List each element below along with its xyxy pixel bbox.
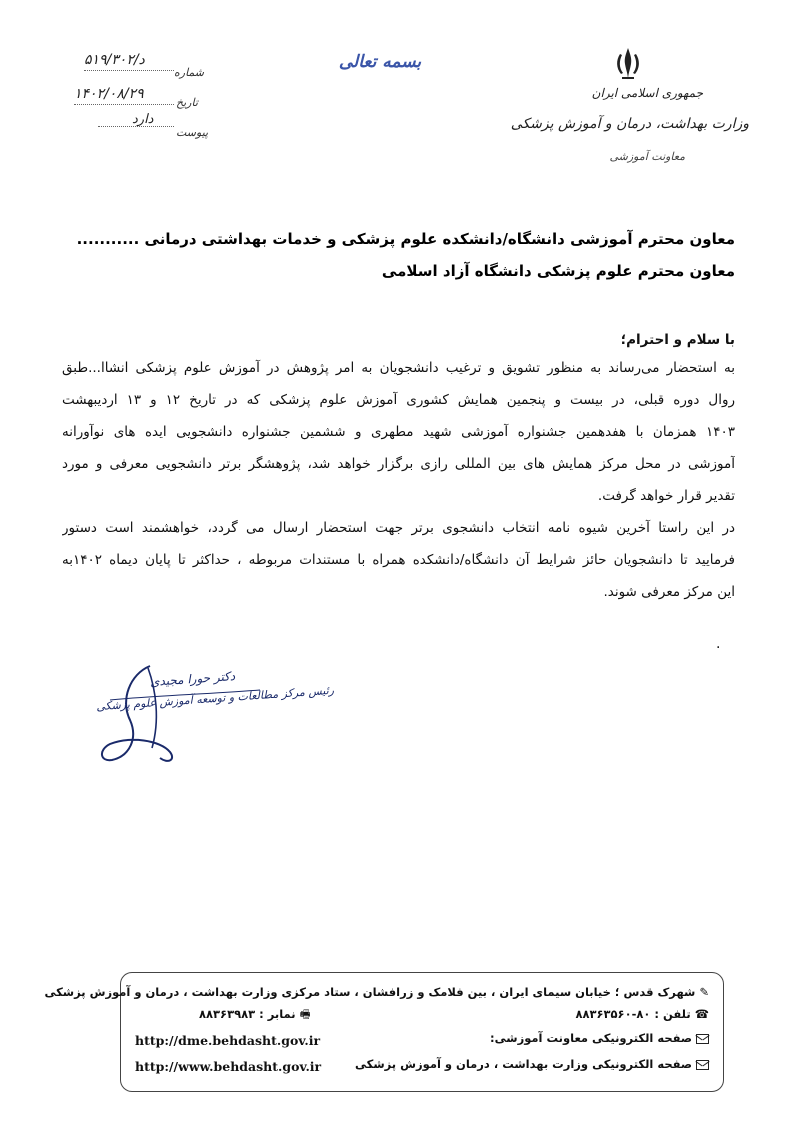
addressee-2: معاون محترم علوم پزشکی دانشگاه آزاد اسلامی	[381, 262, 735, 280]
date-dots	[74, 104, 174, 105]
footer-edu-page: صفحه الکترونیکی معاونت آموزشی:	[490, 1031, 709, 1045]
footer-phone: ☎تلفن : ۸۰-۸۸۳۶۳۵۶۰	[575, 1007, 709, 1021]
greeting: با سلام و احترام؛	[620, 332, 735, 348]
body-line: تقدیر قرار خواهد گرفت.	[597, 488, 735, 504]
org-country: جمهوری اسلامی ایران	[591, 86, 703, 100]
body-paragraph-2	[62, 512, 735, 608]
body-line: به استحضار می‌رساند به منظور تشویق و ترغیب دانشجویان به امر پژوهش در آموزش علوم پزشکی انشاا...طبق	[62, 360, 735, 376]
footer-ministry-page: صفحه الکترونیکی وزارت بهداشت ، درمان و آموزش پزشکی	[355, 1057, 709, 1071]
body-paragraph-1	[62, 352, 735, 512]
body-line: ۱۴۰۳ همزمان با هفدهمین جشنواره آموزشی شهید مطهری و ششمین جشنواره دانشجویی ایده های نوآورانه	[62, 424, 735, 440]
body-line: روال دوره قبلی، در بیست و پنجمین همایش کشوری آموزش علوم پزشکی که در تاریخ ۱۲ و ۱۳ اردیبهشت	[62, 392, 735, 408]
signatory-name: دکتر حورا مجیدی	[149, 669, 236, 689]
letter-number-label: شماره	[174, 66, 205, 79]
letter-attachment: دارد	[132, 112, 154, 127]
body-line: فرمایید تا دانشجویان حائز شرایط آن دانشگاه/دانشکده همراه با مستندات مربوطه ، حداکثر تا پایان دیماه ۱۴۰۲به	[62, 552, 735, 568]
letter-date-label: تاریخ	[176, 96, 198, 109]
org-deputy: معاونت آموزشی	[609, 150, 685, 163]
closing-period: .	[716, 636, 721, 652]
footer-address: ✎شهرک قدس ؛ خیابان سیمای ایران ، بین فلامک و زرافشان ، ستاد مرکزی وزارت بهداشت ، درمان و آموزش پزشکی	[44, 985, 709, 999]
addressee-1: معاون محترم آموزشی دانشگاه/دانشکده علوم پزشکی و خدمات بهداشتی درمانی ...........	[76, 230, 735, 248]
body-line: آموزشی در محل مرکز همایش های بین المللی رازی برگزار خواهد شد، پژوهشگر برتر دانشجویی معرفی و مورد	[62, 456, 735, 472]
signatory-title: رئیس مرکز مطالعات و توسعه آموزش علوم پزشکی	[95, 683, 335, 714]
pen-icon: ✎	[699, 985, 709, 999]
ministry-page-link[interactable]: http://www.behdasht.gov.ir	[135, 1059, 322, 1074]
org-ministry: وزارت بهداشت، درمان و آموزش پزشکی	[510, 116, 749, 132]
letter-attachment-label: پیوست	[176, 126, 209, 139]
envelope-icon	[696, 1060, 709, 1070]
envelope-icon	[696, 1034, 709, 1044]
iran-emblem-icon	[612, 46, 644, 82]
edu-page-link[interactable]: http://dme.behdasht.gov.ir	[135, 1033, 321, 1048]
fax-icon: 🖷	[299, 1007, 311, 1021]
basmala: بسمه تعالی	[338, 52, 422, 72]
letter-date: ۱۴۰۲/۰۸/۲۹	[74, 86, 144, 102]
footer-fax: 🖷نمابر : ۸۸۳۶۳۹۸۳	[199, 1007, 310, 1026]
phone-icon: ☎	[694, 1007, 709, 1021]
footer-box	[44, 972, 724, 1092]
number-dots	[84, 70, 174, 71]
body-line: این مرکز معرفی شوند.	[603, 584, 735, 600]
letter-number: د/۵۱۹/۳۰۲	[84, 52, 145, 68]
body-line: در این راستا آخرین شیوه نامه انتخاب دانشجوی برتر جهت استحضار ارسال می گردد، خواهشمند است دستور	[62, 520, 735, 536]
